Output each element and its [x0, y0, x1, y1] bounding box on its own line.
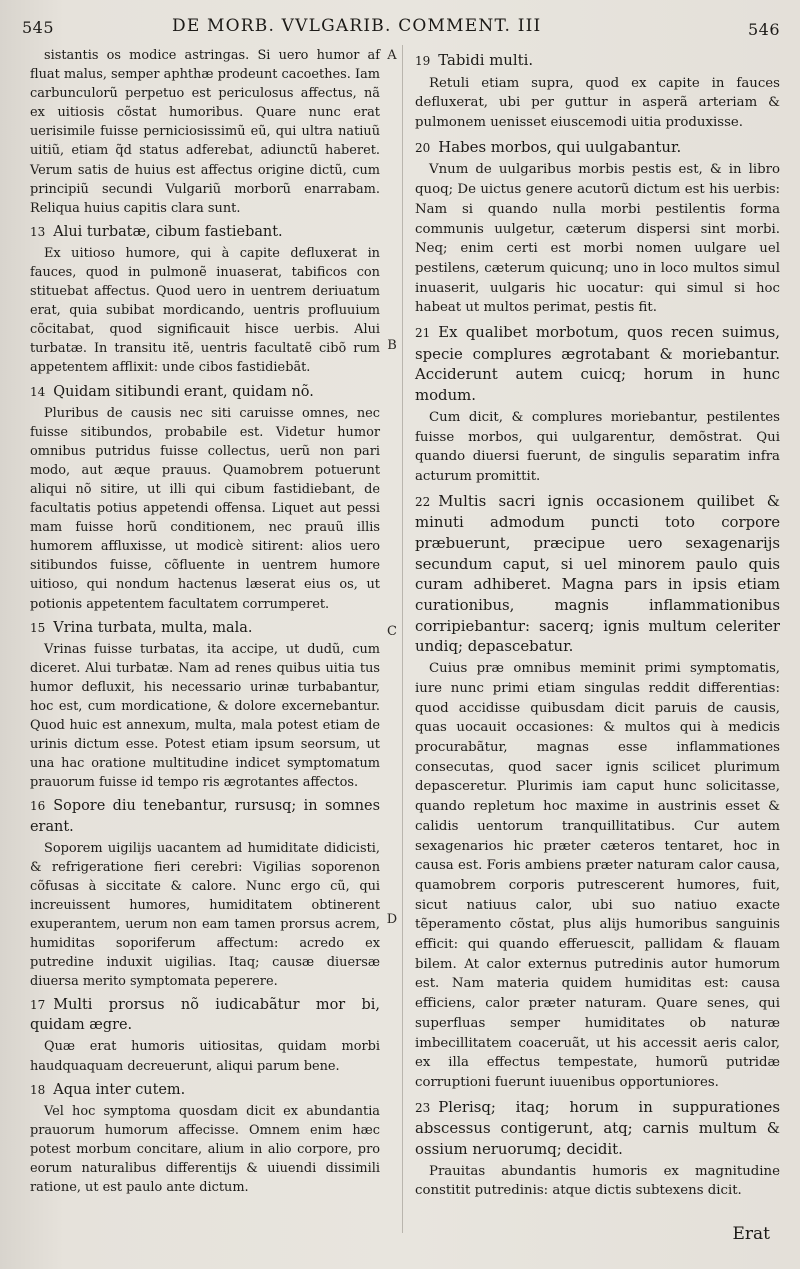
lemma-text: Sopore diu tenebantur, rursusq; in somnes erant. [30, 798, 380, 835]
margin-letter-a: A [387, 48, 397, 63]
lemma-text: Quidam sitibundi erant, quidam nõ. [53, 383, 314, 400]
catchword: Erat [732, 1224, 770, 1244]
lemma-number: 19 [415, 54, 431, 68]
lemma-text: Plerisq; itaq; horum in suppurationes abscessus contigerunt, atq; carnis multum & ossium neruorumq; decidit. [415, 1097, 780, 1159]
lemma-number: 20 [415, 140, 431, 155]
lemma-number: 17 [30, 998, 46, 1013]
lemma-text: Multis sacri ignis occasionem quilibet & minuti admodum puncti toto corpore præbuerunt, præcipue uero sexagenarijs secundum caput, si uel minorem paulo quis curam adhiberet. Magna pars in ipsis etiam curationibus, magnis inflammationibus corripiebantur: sacerq; ignis multum celeriter undiq; depascebatur. [415, 491, 780, 656]
lemma-number: 16 [30, 799, 46, 814]
lemma-heading [415, 1097, 780, 1160]
commentary-paragraph: Vnum de uulgaribus morbis pestis est, & in libro quoq; De uictus genere acutorũ dictum est his uerbis: Nam si quando nulla morbi pestilentis forma communis uulgetur, cæterum dispersi sint morbi. Neq; enim certi est morbi nomen uulgare uel pestilens, cæterum quicunq; uno in loco multos simul inuaserit, uulgaris hic uocatur: qui simul si hoc habeat ut multos perimat, pestis fit. [415, 162, 780, 316]
lemma-heading [30, 796, 380, 836]
commentary-paragraph: Cuius præ omnibus meminit primi symptomatis, iure nunc primi etiam singulas reddit differentias: quod accidisse quibusdam dicit paruis de causis, quas uocauit occasiones: & multos qui à medicis procurabãtur, magnas esse inflammationes consecutas, quod sacer ignis scilicet plurimum depasceretur. Plurimis iam caput hunc solicitasse, quando repletum hoc maxime in austrinis esset & calidis uentorum tranquillitatibus. Cur autem sexagenarios hic præter cæteros tentaret, hoc in causa est. Foris ambiens præter naturam calor causa, quamobrem corporis putrescerent humores, fuit, sicut natiuus calor, ubi suo natiuo exacte tẽperamento cõstat, plus alijs humoribus sanguinis efficit: qui quando efferuescit, pallidam & flauam bilem. At calor externus putredinis autor humorum est. Nam materia quidem humiditas est: causa efficiens, calor præter naturam. Quare senes, qui superfluas semper humiditates ob naturæ imbecillitatem coaceruãt, ut his accessit aeris calor, ex illa effectus tempestate, humorũ putridæ corruptioni fuerunt iuuenibus opportuniores. [415, 661, 780, 1090]
lemma-heading [415, 491, 780, 658]
left-column [30, 46, 380, 1199]
lemma-text: Multi prorsus nõ iudicabãtur mor bi, quidam ægre. [30, 997, 380, 1034]
commentary-paragraph: Cum dicit, & complures moriebantur, pestilentes fuisse morbos, qui uulgarentur, demõstrat. Qui quando diuersi fuerunt, de singulis separatim infra acturum promittit. [415, 409, 780, 484]
page-number-left: 545 [22, 18, 55, 37]
running-title: DE MORB. VVLGARIB. COMMENT. III [172, 16, 542, 36]
lemma-number: 13 [30, 224, 46, 239]
page-number-right: 546 [747, 20, 780, 39]
commentary-paragraph: Retuli etiam supra, quod ex capite in fauces defluxerat, ubi per guttur in asperã arteriam & pulmonem uenisset eiuscemodi uitia produxisse. [415, 75, 780, 131]
lemma-heading [30, 1080, 380, 1100]
column-divider [402, 45, 403, 1233]
lemma-heading [30, 222, 380, 242]
lemma-heading [30, 995, 380, 1035]
commentary-paragraph: Ex uitioso humore, qui à capite defluxerat in fauces, quod in pulmonẽ inuaserat, tabificos con stituebat affectus. Quod uero in uentrem deriuatum erat, quia subibat mordicando, uentris profluuium cõcitabat, quod significauit hisce uerbis. Alui turbatæ. In transitu itẽ, uentris facultatẽ cibõ rum appetentem afflixit: unde cibos fastidiebãt. [30, 245, 380, 376]
lemma-number: 21 [415, 326, 431, 341]
lemma-number: 23 [415, 1100, 431, 1115]
lemma-heading [30, 382, 380, 402]
commentary-paragraph: Soporem uigilijs uacantem ad humiditate didicisti, & refrigeratione fieri cerebri: Vigilias soporenon cõfusas à siccitate & calore. Nunc ergo cũ, qui increuissent humores, humiditatem obtinerent exuperantem, uerum non eam tamen prorsus acrem, humiditas soporiferum affectum: acredo ex putredine induxit uigilias. Itaq; causæ diuersæ diuersa merito symptomata peperere. [30, 840, 380, 990]
right-column [415, 46, 780, 1203]
lemma-text: Alui turbatæ, cibum fastiebant. [53, 223, 283, 240]
lemma-heading [415, 322, 780, 406]
margin-letter-b: B [387, 338, 397, 353]
running-header [22, 10, 780, 40]
lemma-heading [415, 137, 780, 159]
lemma-text: Aqua inter cutem. [53, 1081, 186, 1098]
lemma-heading [415, 50, 780, 72]
commentary-paragraph: Vel hoc symptoma quosdam dicit ex abundantia prauorum humorum affecisse. Omnem enim hæc potest morbum concitare, alium in alio corpore, pro eorum naturalibus differentijs & uiuendi dissimili ratione, ut est paulo ante dictum. [30, 1103, 380, 1196]
lemma-number: 22 [415, 494, 431, 509]
commentary-paragraph: Pluribus de causis nec siti caruisse omnes, nec fuisse sitibundos, probabile est. Videtur humor omnibus putridus fuisse collectus, uerũ non pari modo, aut æque prauus. Quamobrem potuerunt aliqui nõ sitire, ut illi qui cibum fastidiebant, de facultatis potius appetendi offensa. Liquet aut pessi mam fuisse horũ conditionem, nec prauũ illis humorem affluxisse, ut modicè sitirent: alios uero sitibundos fuisse, cõfluente in uentrem humore uitioso, qui nondum hactenus læserat eius os, ut potionis appetentem facultatem corrumperet. [30, 405, 380, 612]
commentary-paragraph: Prauitas abundantis humoris ex magnitudine constitit putredinis: atque dictis subtexens dicit. [415, 1163, 780, 1199]
lemma-text: Tabidi multi. [438, 51, 534, 69]
lemma-number: 14 [30, 384, 46, 399]
lemma-heading [30, 618, 380, 638]
lemma-number: 15 [30, 620, 46, 635]
lemma-text: Habes morbos, qui uulgabantur. [438, 137, 682, 156]
commentary-paragraph: sistantis os modice astringas. Si uero humor af fluat malus, semper aphthæ prodeunt cacoethes. Iam carbunculorũ perpetuo est periculosus affectus, nã ex uitiosis cõstat humoribus. Quare nunc erat uerisimile fuisse perniciosissimũ eũ, qui ultra natiuũ uitiũ, etiam q̃d status adferebat, adiunctũ haberet. Verum satis de huius est affectus origine dictũ, cum principiũ secundi Vulgariũ morborũ enarrabam. Reliqua huius capitis clara sunt. [30, 48, 380, 216]
lemma-number: 18 [30, 1082, 46, 1097]
commentary-paragraph: Quæ erat humoris uitiositas, quidam morbi haudquaquam decreuerunt, aliqui parum bene. [30, 1039, 380, 1074]
lemma-text: Vrina turbata, multa, mala. [53, 619, 253, 636]
margin-letter-d: D [386, 912, 398, 927]
lemma-text: Ex qualibet morbotum, quos recen suimus, specie complures ægrotabant & moriebantur. Acciderunt autem cuicq; horum in hunc modum. [415, 323, 780, 405]
margin-letter-c: C [387, 624, 397, 639]
commentary-paragraph: Vrinas fuisse turbatas, ita accipe, ut dudũ, cum diceret. Alui turbatæ. Nam ad renes quibus uitia tus humor defluxit, his necessario urinæ turbabantur, hoc est, cum mordicatione, & dolore excernebantur. Quod huic est annexum, multa, mala potest etiam de urinis dictum esse. Potest etiam ipsum seorsum, ut una hac oratione multitudine indicet symptomatum prauorum fuisse id tempo ris ægrotantes affectos. [30, 641, 380, 791]
